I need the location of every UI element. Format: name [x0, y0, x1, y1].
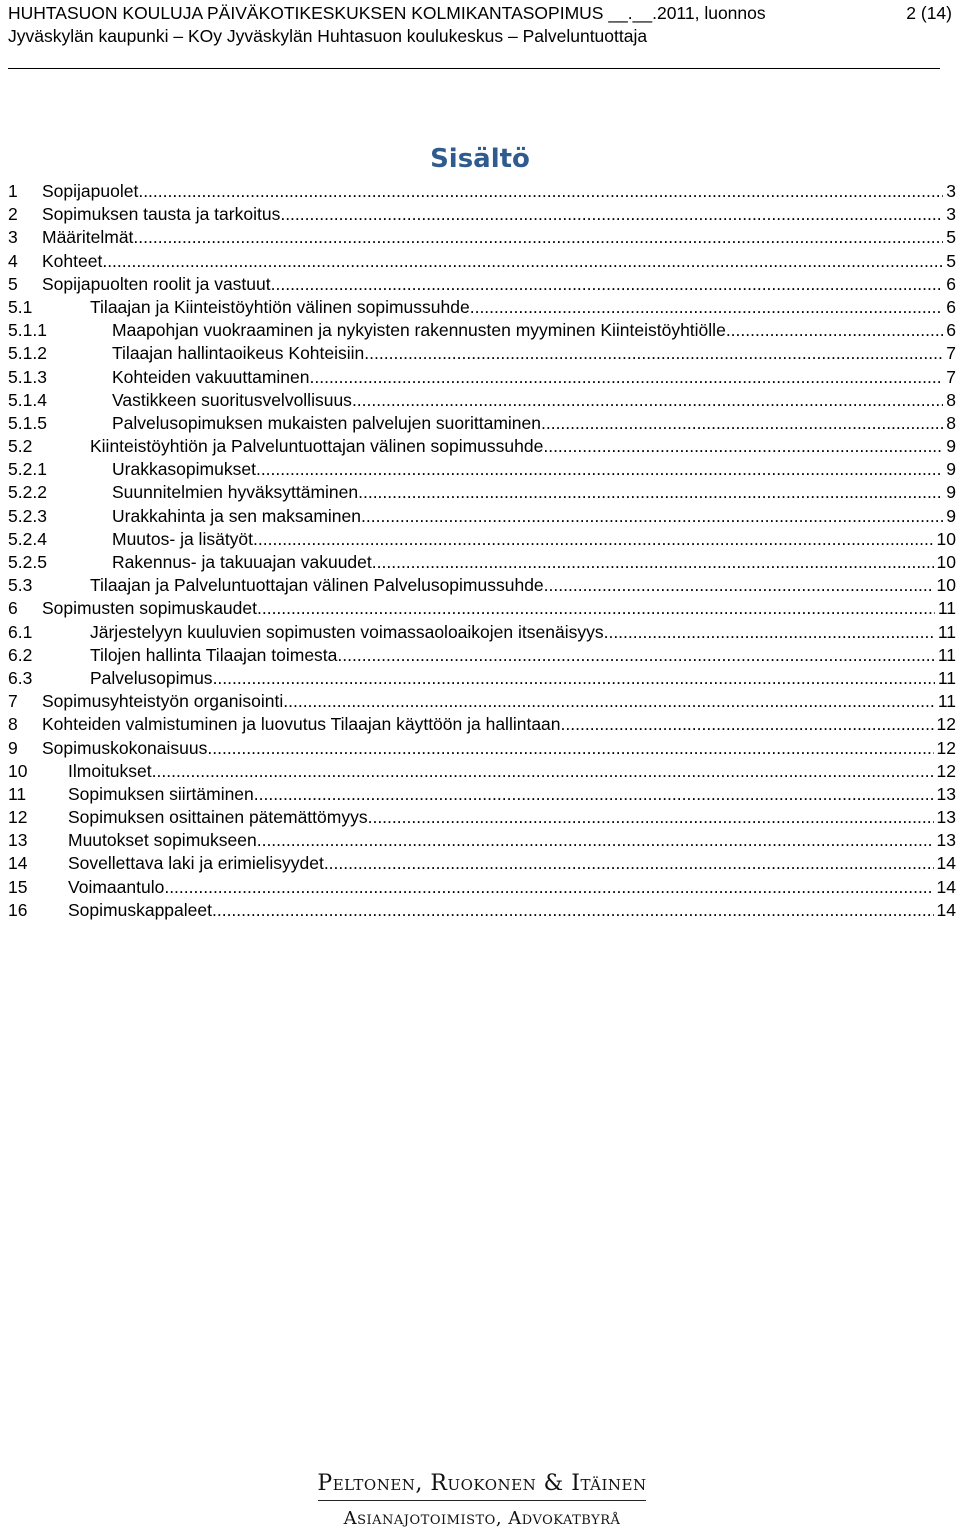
toc-entry-number: 5.1: [8, 296, 33, 317]
toc-dot-leader: [138, 180, 943, 203]
toc-dot-leader: [310, 366, 944, 389]
toc-entry-label[interactable]: Sopimuksen siirtäminen: [68, 783, 254, 804]
toc-entry-page[interactable]: 11: [937, 621, 956, 642]
toc-entry-label[interactable]: Kohteet: [42, 250, 103, 271]
toc-entry-page[interactable]: 11: [937, 667, 956, 688]
toc-entry-page[interactable]: 6: [946, 296, 956, 317]
toc-dot-leader: [352, 389, 943, 412]
toc-entry-label[interactable]: Vastikkeen suoritusvelvollisuus: [112, 389, 352, 410]
toc-entry-page[interactable]: 11: [937, 691, 956, 712]
toc-entry-line: [68, 760, 956, 783]
toc-entry-line: [112, 505, 956, 528]
toc-entry-page[interactable]: 8: [946, 389, 956, 410]
toc-dot-leader: [253, 528, 934, 551]
toc-entry-number: 12: [8, 807, 28, 828]
toc-entry-line: [90, 644, 956, 667]
toc-entry-page[interactable]: 5: [946, 250, 956, 271]
toc-entry-line: [112, 528, 956, 551]
toc-entry[interactable]: [8, 644, 956, 667]
toc-entry-page[interactable]: 14: [936, 876, 956, 897]
toc-dot-leader: [164, 876, 933, 899]
toc-entry[interactable]: [8, 574, 956, 597]
toc-entry-line: [68, 829, 956, 852]
toc-entry-page[interactable]: 9: [946, 482, 956, 503]
toc-entry-line: [42, 273, 956, 296]
toc-entry[interactable]: [8, 690, 956, 713]
toc-entry-page[interactable]: 8: [946, 412, 956, 433]
toc-entry-page[interactable]: 9: [946, 436, 956, 457]
toc-entry[interactable]: [8, 505, 956, 528]
toc-entry-line: [112, 389, 956, 412]
toc-entry-line: [112, 458, 956, 481]
toc-entry-page[interactable]: 6: [946, 320, 956, 341]
toc-entry-number: 6.2: [8, 644, 33, 665]
toc-entry[interactable]: [8, 667, 956, 690]
toc-entry-label[interactable]: Sopimuksen tausta ja tarkoitus: [42, 204, 281, 225]
toc-entry-number: 15: [8, 876, 28, 897]
toc-entry[interactable]: [8, 319, 956, 342]
toc-entry-number: 6.1: [8, 621, 33, 642]
toc-entry-label[interactable]: Järjestelyyn kuuluvien sopimusten voimassaoloaikojen itsenäisyys: [90, 621, 604, 642]
toc-entry-number: 9: [8, 737, 18, 758]
toc-entry-page[interactable]: 12: [936, 760, 956, 781]
toc-entry-number: 11: [8, 783, 27, 804]
toc-entry-page[interactable]: 7: [946, 366, 956, 387]
toc-entry-page[interactable]: 3: [946, 204, 956, 225]
toc-entry-label[interactable]: Tilaajan ja Kiinteistöyhtiön välinen sopimussuhde: [90, 296, 470, 317]
toc-entry-label[interactable]: Kohteiden vakuuttaminen: [112, 366, 310, 387]
toc-entry[interactable]: [8, 899, 956, 922]
toc-entry-label[interactable]: Sopijapuolten roolit ja vastuut: [42, 273, 271, 294]
toc-entry-number: 5.2.4: [8, 528, 47, 549]
toc-dot-leader: [102, 250, 943, 273]
toc-entry-number: 5.2.1: [8, 459, 47, 480]
toc-entry-number: 2: [8, 204, 18, 225]
toc-entry-label[interactable]: Urakkahinta ja sen maksaminen: [112, 505, 362, 526]
toc-entry-label[interactable]: Sopimuksen osittainen pätemättömyys: [68, 807, 368, 828]
toc-entry-number: 14: [8, 853, 28, 874]
toc-entry-page[interactable]: 14: [936, 853, 956, 874]
toc-entry[interactable]: [8, 829, 956, 852]
toc-entry-number: 6: [8, 598, 18, 619]
toc-entry-page[interactable]: 9: [946, 505, 956, 526]
toc-entry-label[interactable]: Sopimusten sopimuskaudet: [42, 598, 257, 619]
toc-entry-page[interactable]: 14: [936, 899, 956, 920]
toc-entry-line: [112, 412, 956, 435]
toc-dot-leader: [561, 713, 934, 736]
toc-entry-line: [68, 806, 956, 829]
toc-entry-label[interactable]: Suunnitelmien hyväksyttäminen: [112, 482, 359, 503]
toc-dot-leader: [257, 829, 934, 852]
toc-entry-label[interactable]: Sovellettava laki ja erimielisyydet: [68, 853, 324, 874]
toc-entry-line: [68, 876, 956, 899]
toc-entry-line: [68, 852, 956, 875]
header-divider: [8, 68, 940, 69]
toc-entry[interactable]: [8, 597, 956, 620]
toc-entry-label[interactable]: Sopimuskappaleet: [68, 899, 212, 920]
toc-entry-line: [112, 481, 956, 504]
toc-entry-label[interactable]: Sopijapuolet: [42, 181, 139, 201]
toc-entry-page[interactable]: 7: [946, 343, 956, 364]
toc-entry-line: [112, 366, 956, 389]
toc-dot-leader: [358, 481, 943, 504]
toc-entry[interactable]: [8, 852, 956, 875]
toc-entry[interactable]: [8, 551, 956, 574]
toc-entry-line: [42, 690, 956, 713]
toc-entry-page[interactable]: 12: [936, 714, 956, 735]
toc-entry-number: 5.1.3: [8, 366, 47, 387]
toc-entry-number: 5.1.2: [8, 343, 47, 364]
toc-entry-line: [112, 342, 956, 365]
toc-entry-label[interactable]: Muutokset sopimukseen: [68, 830, 257, 851]
toc-entry-page[interactable]: 5: [946, 227, 956, 248]
logo-firm-name: Peltonen, Ruokonen & Itäinen: [317, 1471, 647, 1496]
toc-entry[interactable]: [8, 389, 956, 412]
toc-entry-page[interactable]: 9: [946, 459, 956, 480]
toc-dot-leader: [324, 852, 934, 875]
toc-entry-label[interactable]: Sopimuskokonaisuus: [42, 737, 208, 758]
toc-entry-line: [90, 296, 956, 319]
toc-dot-leader: [207, 737, 933, 760]
toc-entry-page[interactable]: 10: [936, 528, 956, 549]
toc-entry-label[interactable]: Tilojen hallinta Tilaajan toimesta: [90, 644, 338, 665]
toc-entry-number: 16: [8, 899, 28, 920]
toc-entry-page[interactable]: 13: [936, 830, 956, 851]
toc-entry[interactable]: [8, 342, 956, 365]
toc-dot-leader: [544, 574, 934, 597]
toc-entry[interactable]: [8, 226, 956, 249]
header-parties: Jyväskylän kaupunki – KOy Jyväskylän Huhtasuon koulukeskus – Palveluntuottaja: [8, 26, 648, 46]
toc-entry-label[interactable]: Maapohjan vuokraaminen ja nykyisten rakennusten myyminen Kiinteistöyhtiölle: [112, 320, 726, 341]
toc-entry-line: [90, 667, 956, 690]
toc-entry[interactable]: [8, 435, 956, 458]
toc-entry[interactable]: [8, 296, 956, 319]
toc-entry[interactable]: [8, 203, 956, 226]
toc-entry-label[interactable]: Tilaajan hallintaoikeus Kohteisiin: [112, 343, 365, 364]
toc-entry-number: 8: [8, 714, 18, 735]
toc-entry-line: [112, 319, 956, 342]
toc-entry-page[interactable]: 10: [936, 575, 956, 596]
toc-entry[interactable]: [8, 760, 956, 783]
toc-entry-line: [42, 180, 956, 203]
toc-entry-label[interactable]: Ilmoitukset: [68, 760, 152, 781]
toc-entry-number: 5.2: [8, 436, 33, 457]
toc-entry-line: [42, 250, 956, 273]
toc-dot-leader: [364, 342, 943, 365]
toc-entry-number: 5.1.1: [8, 320, 47, 341]
toc-entry-label[interactable]: Määritelmät: [42, 227, 134, 248]
toc-entry-number: 5.1.4: [8, 389, 47, 410]
toc-title: Sisältö: [430, 144, 530, 174]
toc-dot-leader: [254, 783, 934, 806]
toc-dot-leader: [256, 458, 943, 481]
toc-entry-page[interactable]: 12: [936, 737, 956, 758]
toc-entry[interactable]: [8, 412, 956, 435]
toc-entry[interactable]: [8, 273, 956, 296]
toc-entry[interactable]: [8, 458, 956, 481]
toc-entry-line: [68, 899, 956, 922]
toc-entry-number: 5.2.2: [8, 482, 47, 503]
law-firm-logo: [312, 1470, 652, 1531]
toc-entry-page[interactable]: 11: [937, 644, 956, 665]
toc-entry-label[interactable]: Palvelusopimuksen mukaisten palvelujen suorittaminen: [112, 412, 541, 433]
toc-dot-leader: [543, 435, 943, 458]
toc-dot-leader: [726, 319, 943, 342]
toc-dot-leader: [337, 644, 934, 667]
toc-entry-page[interactable]: 3: [946, 181, 956, 201]
toc-dot-leader: [470, 296, 944, 319]
toc-dot-leader: [257, 597, 935, 620]
toc-entry-page[interactable]: 13: [936, 783, 956, 804]
toc-dot-leader: [280, 203, 943, 226]
document-title: HUHTASUON KOULUJA PÄIVÄKOTIKESKUKSEN KOLMIKANTASOPIMUS __.__.2011, luonnos: [8, 3, 766, 23]
toc-entry[interactable]: [8, 180, 956, 203]
toc-entry-line: [42, 597, 956, 620]
toc-entry-number: 5.2.5: [8, 552, 47, 572]
toc-entry-number: 7: [8, 691, 18, 712]
toc-entry-number: 10: [8, 760, 28, 781]
toc-entry-line: [90, 435, 956, 458]
toc-entry-number: 5.1.5: [8, 412, 47, 433]
toc-entry-number: 4: [8, 250, 18, 271]
toc-entry-label[interactable]: Tilaajan ja Palveluntuottajan välinen Palvelusopimussuhde: [90, 575, 544, 596]
toc-entry-line: [42, 713, 956, 736]
toc-dot-leader: [604, 621, 935, 644]
toc-entry[interactable]: [8, 621, 956, 644]
toc-entry-page[interactable]: 13: [936, 807, 956, 828]
toc-entry[interactable]: [8, 783, 956, 806]
toc-entry[interactable]: [8, 806, 956, 829]
toc-entry-label[interactable]: Palvelusopimus: [90, 667, 213, 688]
page-number: 2 (14): [906, 3, 952, 23]
toc-entry[interactable]: [8, 481, 956, 504]
toc-entry-page[interactable]: 10: [936, 552, 956, 572]
toc-entry-line: [42, 226, 956, 249]
toc-entry-number: 5.3: [8, 575, 33, 596]
toc-dot-leader: [283, 690, 935, 713]
toc-entry-label[interactable]: Sopimusyhteistyön organisointi: [42, 691, 284, 712]
page-header: [8, 2, 952, 48]
toc-entry-line: [112, 551, 956, 574]
toc-entry-number: 13: [8, 830, 28, 851]
header-line1: [8, 2, 952, 25]
toc-entry-number: 1: [8, 181, 18, 201]
toc-entry[interactable]: [8, 366, 956, 389]
toc-entry-label[interactable]: Rakennus- ja takuuajan vakuudet: [112, 552, 372, 572]
toc-entry-label[interactable]: Voimaantulo: [68, 876, 165, 897]
toc-entry[interactable]: [8, 713, 956, 736]
toc-dot-leader: [372, 551, 934, 574]
toc-entry-line: [68, 783, 956, 806]
toc-entry-number: 5.2.3: [8, 505, 47, 526]
toc-entry[interactable]: [8, 737, 956, 760]
table-of-contents: [8, 180, 956, 922]
toc-entry-label[interactable]: Kiinteistöyhtiön ja Palveluntuottajan välinen sopimussuhde: [90, 436, 544, 457]
logo-firm-type: Asianajotoimisto, Advokatbyrå: [343, 1508, 621, 1529]
toc-entry-line: [90, 574, 956, 597]
toc-dot-leader: [271, 273, 944, 296]
toc-dot-leader: [212, 899, 934, 922]
toc-entry-number: 6.3: [8, 667, 33, 688]
logo-divider: [318, 1500, 646, 1501]
toc-dot-leader: [133, 226, 943, 249]
toc-dot-leader: [152, 760, 934, 783]
toc-entry-page[interactable]: 6: [946, 273, 956, 294]
toc-entry-number: 3: [8, 227, 18, 248]
toc-dot-leader: [361, 505, 943, 528]
toc-entry-line: [90, 621, 956, 644]
toc-dot-leader: [213, 667, 935, 690]
toc-entry-line: [42, 203, 956, 226]
toc-dot-leader: [368, 806, 934, 829]
toc-entry[interactable]: [8, 876, 956, 899]
toc-entry-label[interactable]: Urakkasopimukset: [112, 459, 256, 480]
toc-entry-page[interactable]: 11: [937, 598, 956, 619]
toc-entry[interactable]: [8, 250, 956, 273]
toc-entry-label[interactable]: Kohteiden valmistuminen ja luovutus Tilaajan käyttöön ja hallintaan: [42, 714, 561, 735]
toc-entry-line: [42, 737, 956, 760]
toc-dot-leader: [541, 412, 943, 435]
toc-entry-number: 5: [8, 273, 18, 294]
toc-entry[interactable]: [8, 528, 956, 551]
toc-entry-label[interactable]: Muutos- ja lisätyöt: [112, 528, 254, 549]
